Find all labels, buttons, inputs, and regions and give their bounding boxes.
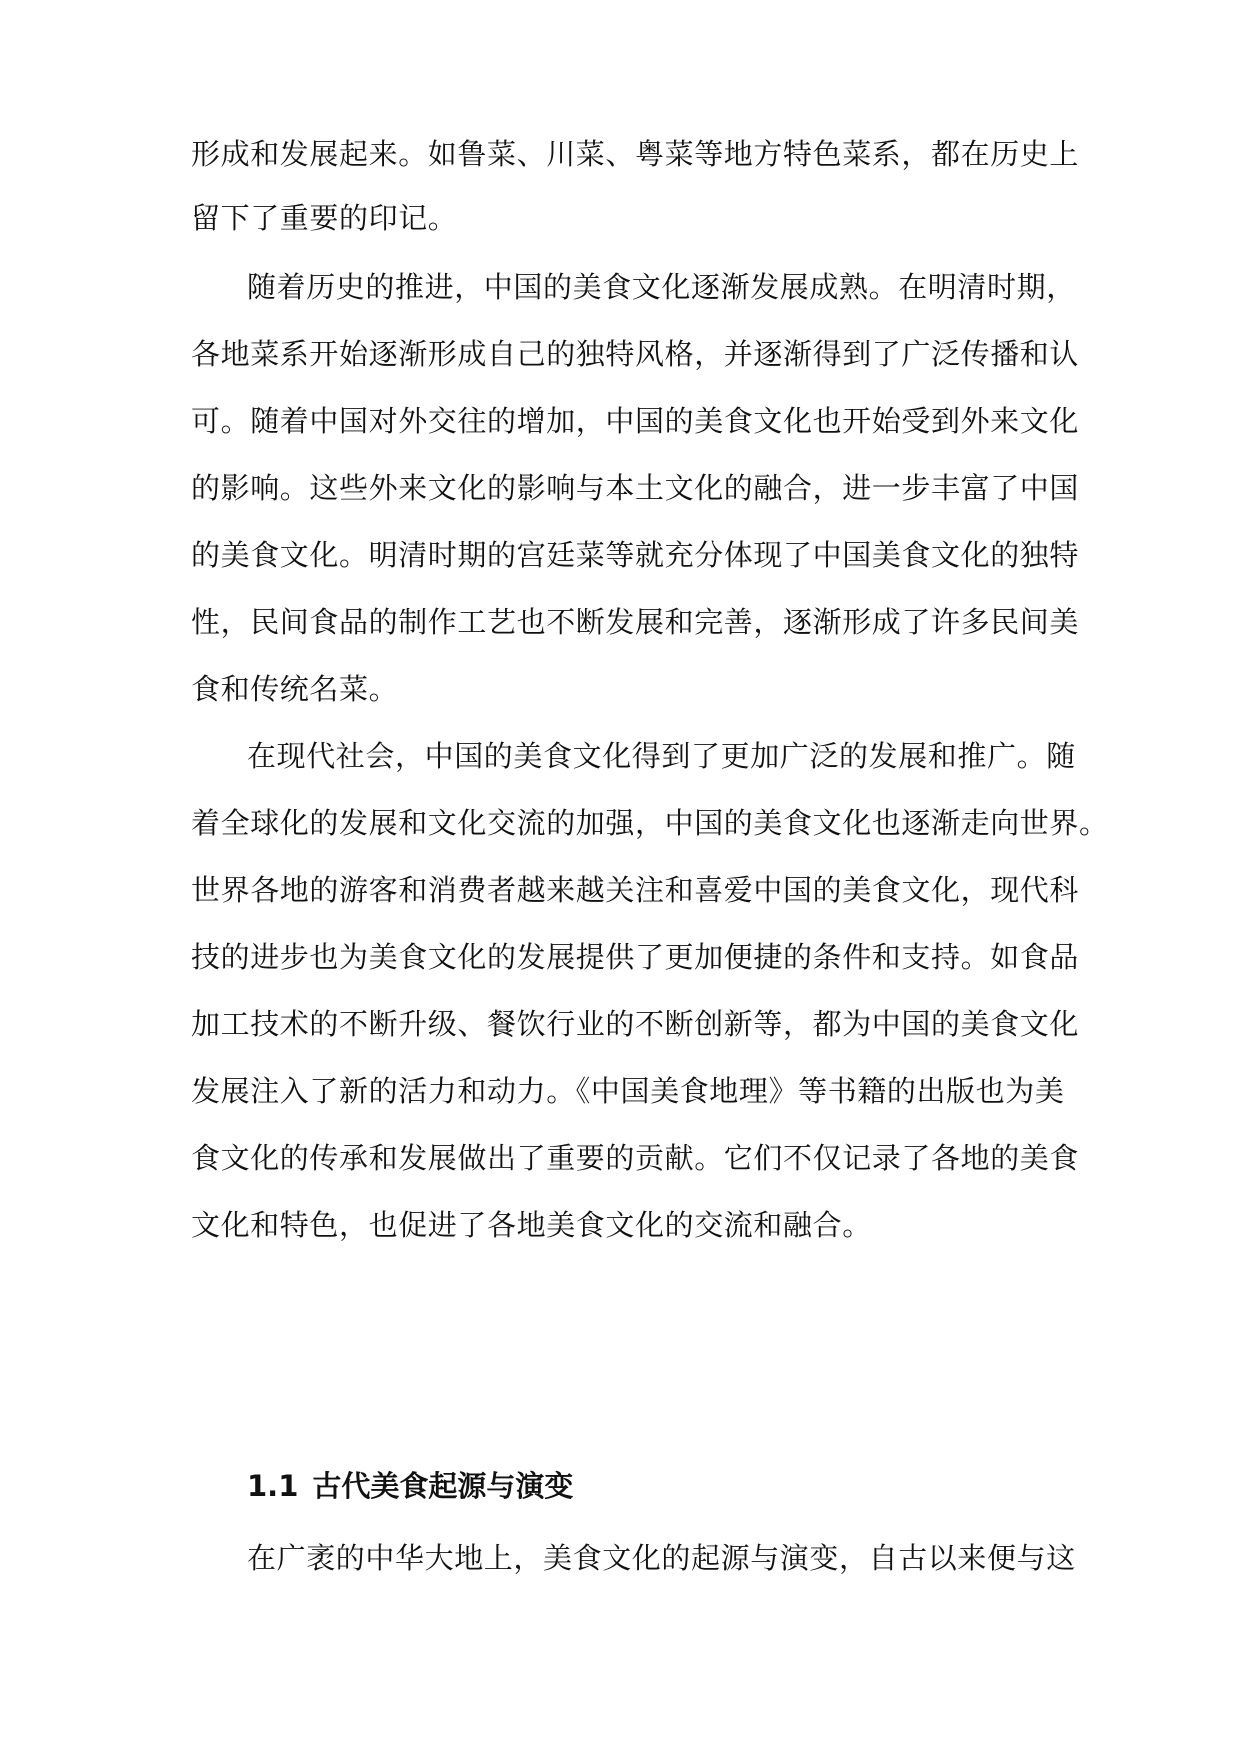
paragraph-1-line-1: 形成和发展起来。如鲁菜、川菜、粤菜等地方特色菜系，都在历史上 [191,137,1080,171]
paragraph-3-line-8: 文化和特色，也促进了各地美食文化的交流和融合。 [191,1208,872,1242]
paragraph-2-line-4: 的影响。这些外来文化的影响与本土文化的融合，进一步丰富了中国 [191,471,1080,505]
paragraph-2-line-7: 食和传统名菜。 [191,672,399,706]
paragraph-2-line-2: 各地菜系开始逐渐形成自己的独特风格，并逐渐得到了广泛传播和认 [191,337,1080,371]
paragraph-1-line-2: 留下了重要的印记。 [191,201,458,235]
paragraph-3-line-5: 加工技术的不断升级、餐饮行业的不断创新等，都为中国的美食文化 [191,1007,1080,1041]
paragraph-3-line-1: 在现代社会，中国的美食文化得到了更加广泛的发展和推广。随 [247,739,1076,773]
paragraph-2-line-6: 性，民间食品的制作工艺也不断发展和完善，逐渐形成了许多民间美 [191,605,1080,639]
paragraph-2-line-5: 的美食文化。明清时期的宫廷菜等就充分体现了中国美食文化的独特 [191,538,1080,572]
paragraph-2-line-1: 随着历史的推进，中国的美食文化逐渐发展成熟。在明清时期， [247,270,1076,304]
section-title: 古代美食起源与演变 [312,1469,574,1503]
paragraph-3-line-4: 技的进步也为美食文化的发展提供了更加便捷的条件和支持。如食品 [191,940,1080,974]
paragraph-2-line-3: 可。随着中国对外交往的增加，中国的美食文化也开始受到外来文化 [191,404,1080,438]
section-heading [247,1466,573,1506]
paragraph-3-line-7: 食文化的传承和发展做出了重要的贡献。它们不仅记录了各地的美食 [191,1141,1080,1175]
paragraph-3-line-3: 世界各地的游客和消费者越来越关注和喜爱中国的美食文化，现代科 [191,873,1080,907]
section-number: 1.1 [247,1469,299,1503]
paragraph-4-line-1: 在广袤的中华大地上，美食文化的起源与演变，自古以来便与这 [247,1541,1076,1575]
paragraph-3-line-6: 发展注入了新的活力和动力。《中国美食地理》等书籍的出版也为美 [191,1074,1065,1108]
paragraph-3-line-2: 着全球化的发展和文化交流的加强，中国的美食文化也逐渐走向世界。 [191,806,1109,840]
